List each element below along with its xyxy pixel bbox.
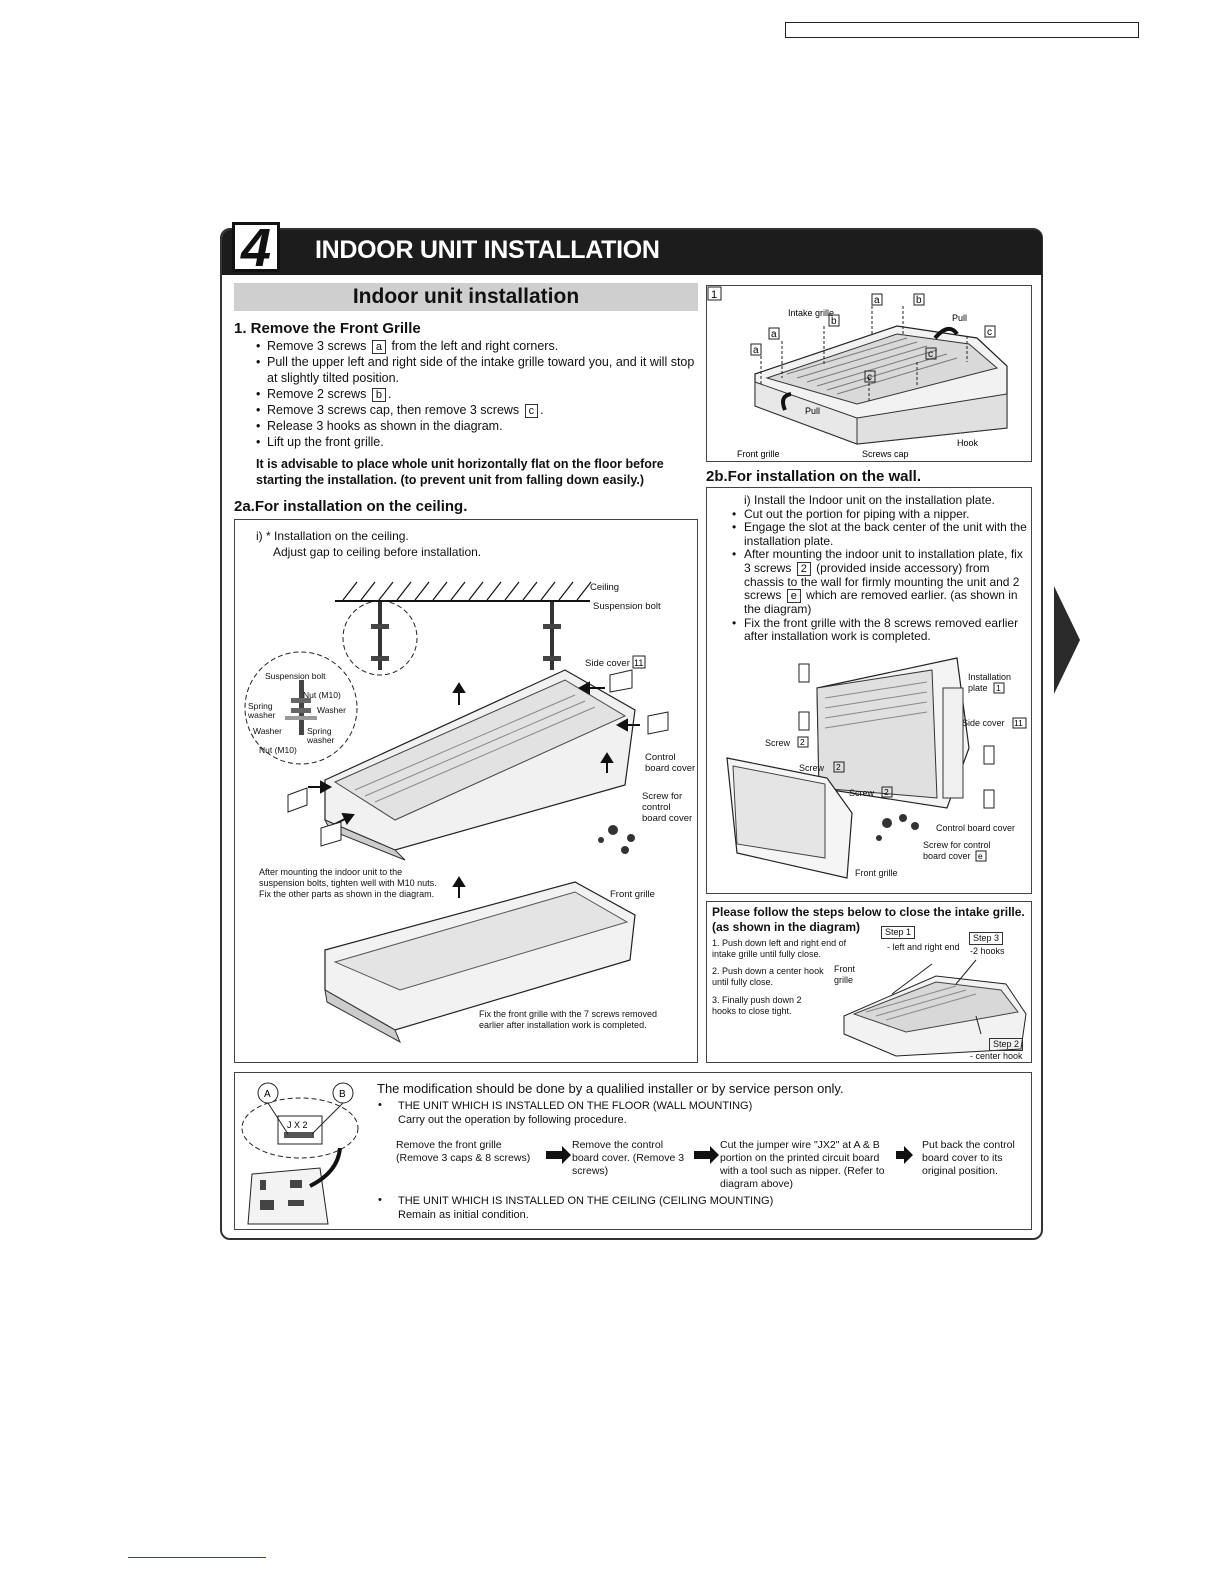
modification-title: The modification should be done by a qualilied installer or by service person only. — [377, 1081, 844, 1096]
screw-label-3: Screw — [849, 788, 875, 798]
step-3-desc: -2 hooks — [970, 946, 1005, 956]
footer-link-line[interactable] — [128, 1557, 266, 1558]
detail-spring-2: washer — [248, 710, 276, 720]
flow-arrowhead-2 — [710, 1146, 719, 1164]
installation-plate-label-1: Installation — [968, 672, 1012, 682]
floor-title: THE UNIT WHICH IS INSTALLED ON THE FLOOR (WALL MOUNTING) — [398, 1100, 753, 1112]
wall-side-cover-num: 11 — [1014, 718, 1023, 728]
ceiling-intro-1: i) * Installation on the ceiling. — [256, 529, 409, 543]
step-6: • Lift up the front grille. — [256, 434, 696, 450]
after-mount-note: After mounting the indoor unit to the suspension bolts, tighten well with M10 nuts. Fix the other parts as shown in the diagram. — [259, 867, 437, 899]
detail-washer-2: Washer — [253, 726, 282, 736]
section-number: 4 — [232, 222, 280, 272]
close-title-1: Please follow the steps below to close the intake grille. — [712, 905, 1025, 919]
close-step-p3: 3. Finally push down 2 hooks to close tight. — [712, 995, 802, 1016]
front-grille-label: Front grille — [610, 889, 655, 900]
next-page-arrow-icon — [1054, 586, 1080, 694]
step-1-box: Step 1 — [881, 926, 915, 939]
fig1-label: 1 — [711, 289, 718, 301]
screw-label-2: Screw — [799, 763, 825, 773]
front-grille-diagram — [707, 286, 1031, 461]
step-2: • Pull the upper left and right side of the intake grille toward you, and it will stop at slightly tilted position. — [256, 354, 696, 386]
side-cover-num: 11 — [634, 658, 644, 668]
advice-note: It is advisable to place whole unit horizontally flat on the floor before starting the installation. (to prevent unit from falling down easily.) — [256, 457, 664, 487]
screw-a-2: a — [771, 329, 777, 340]
wall-title: 2b.For installation on the wall. — [706, 468, 922, 485]
screw-control-label-1: Screw for — [642, 791, 683, 802]
close-step-p2: 2. Push down a center hook until fully close. — [712, 966, 824, 987]
floor-bullet: • — [378, 1099, 382, 1111]
detail-spring: Spring — [248, 701, 273, 711]
screws-cap-label: Screws cap — [862, 449, 909, 459]
intake-grille-label: Intake grille — [788, 308, 835, 318]
step-2-box: Step 2 — [989, 1038, 1023, 1051]
detail-washer: Washer — [317, 705, 346, 715]
wall-screw-control-1: Screw for control — [923, 840, 991, 850]
close-front-grille: Front grille — [834, 964, 856, 985]
jumper-diagram — [240, 1076, 370, 1226]
front-grille-label: Front grille — [737, 449, 780, 459]
floor-sub: Carry out the operation by following procedure. — [398, 1114, 627, 1126]
screw-c-2: c — [928, 349, 933, 360]
step-5: • Release 3 hooks as shown in the diagram. — [256, 418, 696, 434]
wall-step-2: • Engage the slot at the back center of the unit with the installation plate. — [730, 521, 1030, 548]
flow-step-3: Cut the jumper wire "JX2" at A & B portion on the printed circuit board with a tool such as nipper. (Refer to diagram above) — [720, 1139, 885, 1190]
ceiling-title: 2a.For installation on the ceiling. — [234, 498, 468, 515]
wall-instructions — [730, 494, 1030, 644]
pull-label-2: Pull — [805, 406, 821, 416]
screw-num-2: 2 — [836, 762, 841, 772]
section-title: INDOOR UNIT INSTALLATION — [315, 236, 660, 264]
screw-control-box: e — [978, 851, 983, 861]
screw-a-3: a — [874, 295, 880, 306]
jx2-label: J X 2 — [287, 1120, 308, 1130]
wall-side-cover-label: Side cover — [962, 718, 1005, 728]
control-board-cover-label-2: board cover — [645, 763, 696, 774]
wall-step-4: • Fix the front grille with the 8 screws removed earlier after installation work is completed. — [730, 617, 1030, 644]
close-title-2: (as shown in the diagram) — [712, 920, 861, 934]
subtitle: Indoor unit installation — [234, 283, 698, 311]
wall-front-grille-label: Front grille — [855, 868, 898, 878]
control-board-cover-label-1: Control — [645, 752, 676, 763]
plate-num: 1 — [996, 683, 1001, 693]
screw-num-1: 2 — [800, 737, 805, 747]
screw-num-3: 2 — [884, 787, 889, 797]
label-b: B — [339, 1089, 346, 1100]
screw-control-label-3: board cover — [642, 813, 693, 824]
detail-spring-b2: washer — [307, 735, 335, 745]
ceiling-mount-title: THE UNIT WHICH IS INSTALLED ON THE CEILING (CEILING MOUNTING) — [398, 1195, 774, 1207]
close-step-p1: 1. Push down left and right end of intake grille until fully close. — [712, 938, 847, 959]
step-3-box: Step 3 — [969, 932, 1003, 945]
detail-spring-b: Spring — [307, 726, 332, 736]
wall-control-cover-label: Control board cover — [936, 823, 1016, 833]
screw-a-1: a — [753, 345, 759, 356]
screw-b-2: b — [916, 295, 922, 306]
ceiling-intro-2: Adjust gap to ceiling before installation. — [273, 545, 482, 559]
flow-arrowhead-1 — [562, 1146, 571, 1164]
header-box — [785, 22, 1139, 38]
pull-label-1: Pull — [952, 313, 968, 323]
ceiling-mount-sub: Remain as initial condition. — [398, 1209, 529, 1221]
remove-grille-title: 1. Remove the Front Grille — [234, 320, 421, 337]
screw-b-1: b — [831, 316, 837, 327]
ceiling-label: Ceiling — [590, 582, 620, 593]
figure-1 — [706, 285, 1032, 462]
wall-screw-control-2: board cover — [923, 851, 971, 861]
flow-arrowhead-3 — [904, 1146, 913, 1164]
ceiling-bullet: • — [378, 1194, 382, 1206]
hook-label: Hook — [957, 438, 979, 448]
flow-step-2: Remove the control board cover. (Remove 3 screws) — [572, 1139, 685, 1177]
ceiling-panel — [234, 519, 698, 1063]
step-4: • Remove 3 screws cap, then remove 3 screws c . — [256, 402, 696, 418]
fix-grille-note: Fix the front grille with the 7 screws removed earlier after installation work is completed. — [479, 1009, 658, 1030]
wall-step-1: • Cut out the portion for piping with a nipper. — [730, 508, 1030, 522]
ceiling-diagram — [235, 520, 697, 1062]
installation-plate-label-2: plate — [968, 683, 988, 693]
step-1-desc: - left and right end — [887, 942, 960, 952]
step-1: • Remove 3 screws a from the left and right corners. — [256, 338, 696, 354]
flow-step-1: Remove the front grille (Remove 3 caps & 8 screws) — [396, 1139, 531, 1164]
close-grille-title — [712, 905, 1025, 935]
wall-diagram — [707, 648, 1031, 892]
remove-grille-steps — [256, 338, 696, 450]
label-a: A — [264, 1089, 271, 1100]
screw-label-1: Screw — [765, 738, 791, 748]
detail-nut: Nut (M10) — [303, 690, 341, 700]
wall-step-3: • After mounting the indoor unit to installation plate, fix 3 screws 2 (provided inside accessory) from chassis to the wall for firmly mounting the unit and 2 screws e which are removed earlier. (as shown in the diagram) — [730, 548, 1030, 617]
side-cover-label: Side cover — [585, 658, 630, 669]
step-3: • Remove 2 screws b . — [256, 386, 696, 402]
screw-c-1: c — [987, 327, 992, 338]
step-2-desc: - center hook — [970, 1051, 1023, 1061]
detail-bolt: Suspension bolt — [265, 671, 326, 681]
detail-nut-2: Nut (M10) — [259, 745, 297, 755]
wall-intro: i) Install the Indoor unit on the installation plate. — [744, 493, 995, 507]
screw-control-label-2: control — [642, 802, 671, 813]
flow-step-4: Put back the control board cover to its original position. — [922, 1139, 1015, 1177]
screw-c-3: c — [867, 372, 872, 383]
suspension-bolt-label: Suspension bolt — [593, 601, 661, 612]
